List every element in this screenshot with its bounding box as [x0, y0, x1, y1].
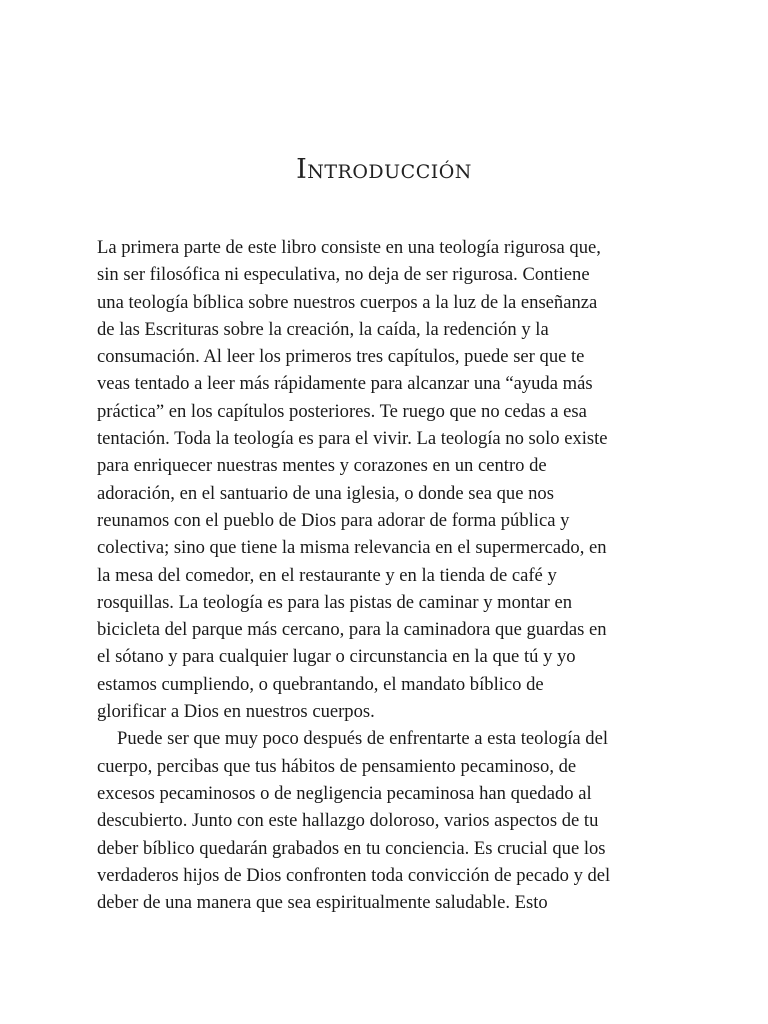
text-line: tentación. Toda la teología es para el vivir. La teología no solo existe — [97, 428, 608, 450]
text-line: La primera parte de este libro consiste en una teología rigurosa que, — [97, 237, 601, 258]
paragraph-1 — [97, 234, 672, 725]
text-line: cuerpo, percibas que tus hábitos de pensamiento pecaminoso, de — [97, 755, 577, 777]
text-line: glorificar a Dios en nuestros cuerpos. — [97, 701, 375, 723]
body-text — [97, 234, 672, 916]
text-line: una teología bíblica sobre nuestros cuerpos a la luz de la enseñanza — [97, 291, 598, 313]
text-line: colectiva; sino que tiene la misma relevancia en el supermercado, en — [97, 537, 607, 559]
text-line: la mesa del comedor, en el restaurante y en la tienda de café y — [97, 564, 557, 586]
text-line: descubierto. Junto con este hallazgo doloroso, varios aspectos de tu — [97, 810, 599, 832]
paragraph-2 — [97, 725, 672, 916]
text-line: rosquillas. La teología es para las pistas de caminar y montar en — [97, 591, 573, 613]
text-line: excesos pecaminosos o de negligencia pecaminosa han quedado al — [97, 782, 592, 804]
text-line: verdaderos hijos de Dios confronten toda convicción de pecado y del — [97, 864, 611, 886]
text-line: para enriquecer nuestras mentes y corazones en un centro de — [97, 455, 547, 477]
text-line: consumación. Al leer los primeros tres capítulos, puede ser que te — [97, 346, 585, 368]
text-line: veas tentado a leer más rápidamente para alcanzar una “ayuda más — [97, 373, 593, 395]
text-line: práctica” en los capítulos posteriores. Te ruego que no cedas a esa — [97, 400, 587, 422]
text-line: reunamos con el pueblo de Dios para adorar de forma pública y — [97, 509, 570, 531]
chapter-title: Introducción — [296, 154, 472, 185]
text-line: de las Escrituras sobre la creación, la caída, la redención y la — [97, 318, 549, 340]
text-line: Puede ser que muy poco después de enfrentarte a esta teología del — [117, 728, 609, 750]
text-line: sin ser filosófica ni especulativa, no deja de ser rigurosa. Contiene — [97, 264, 590, 286]
text-line: deber bíblico quedarán grabados en tu conciencia. Es crucial que los — [97, 837, 606, 859]
text-line: adoración, en el santuario de una iglesia, o donde sea que nos — [97, 482, 554, 504]
text-line: el sótano y para cualquier lugar o circunstancia en la que tú y yo — [97, 646, 576, 668]
text-line: estamos cumpliendo, o quebrantando, el mandato bíblico de — [97, 673, 544, 695]
text-line: bicicleta del parque más cercano, para la caminadora que guardas en — [97, 619, 607, 641]
text-line: deber de una manera que sea espiritualmente saludable. Esto — [97, 892, 548, 914]
